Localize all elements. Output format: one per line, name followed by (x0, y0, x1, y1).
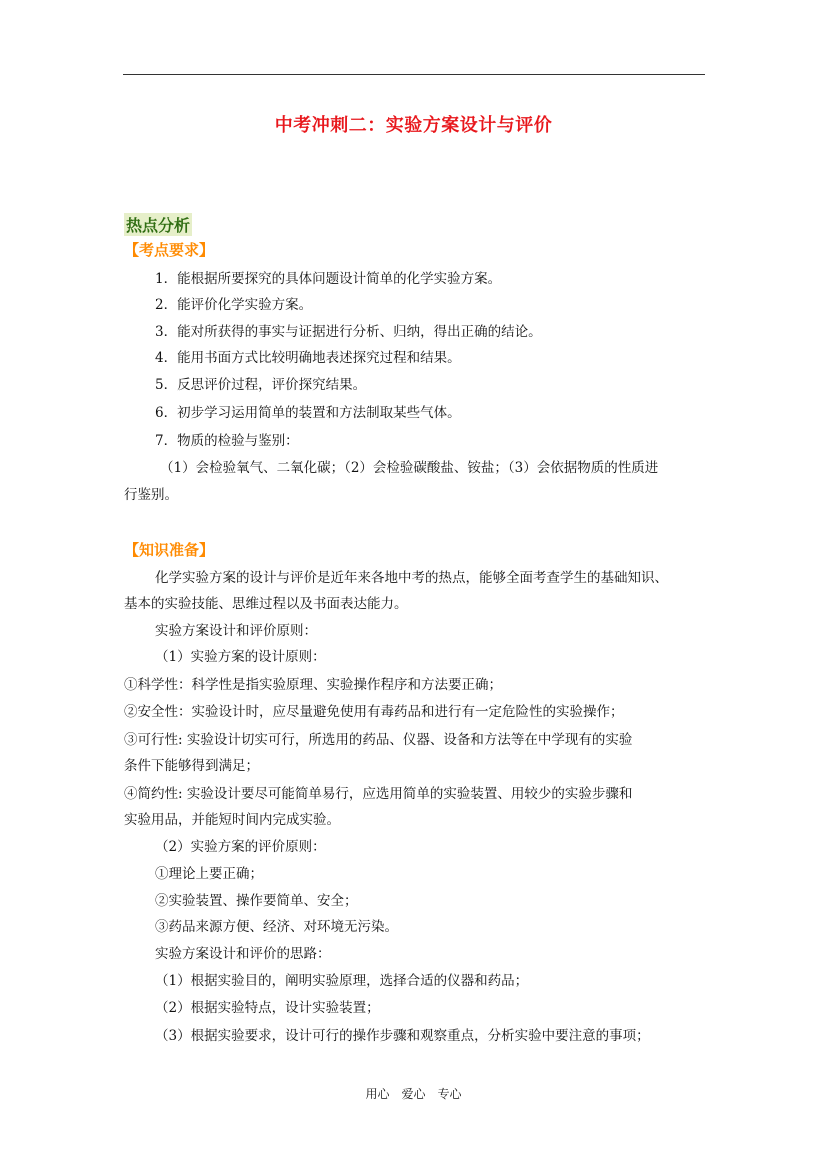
header-rule (123, 74, 705, 75)
knowledge-line: （2）根据实验特点，设计实验装置； (155, 1000, 380, 1016)
knowledge-line: （1）根据实验目的，阐明实验原理，选择合适的仪器和药品； (155, 973, 529, 989)
knowledge-line: ②安全性：实验设计时，应尽量避免使用有毒药品和进行有一定危险性的实验操作； (124, 704, 624, 720)
requirement-item: 4．能用书面方式比较明确地表述探究过程和结果。 (155, 350, 461, 366)
requirement-item: 7．物质的检验与鉴别： (155, 433, 299, 449)
knowledge-line: ①科学性：科学性是指实验原理、实验操作程序和方法要正确； (124, 677, 502, 693)
knowledge-line: （2）实验方案的评价原则： (155, 839, 326, 855)
section-heading: 热点分析 (124, 213, 192, 236)
requirement-item: 6．初步学习运用简单的装置和方法制取某些气体。 (155, 405, 461, 421)
knowledge-line: 实验用品，并能短时间内完成实验。 (124, 812, 340, 828)
knowledge-heading: 【知识准备】 (124, 541, 215, 559)
knowledge-line: ③可行性: 实验设计切实可行，所选用的药品、仪器、设备和方法等在中学现有的实验 (124, 732, 633, 748)
knowledge-line: ④简约性: 实验设计要尽可能简单易行，应选用简单的实验装置、用较少的实验步骤和 (124, 786, 633, 802)
page-title: 中考冲刺二：实验方案设计与评价 (274, 115, 553, 136)
page-footer: 用心 爱心 专心 (365, 1087, 462, 1101)
requirement-subitem: （1）会检验氧气、二氧化碳；（2）会检验碳酸盐、铵盐；（3）会依据物质的性质进 (160, 460, 659, 476)
requirement-item: 3．能对所获得的事实与证据进行分析、归纳，得出正确的结论。 (155, 324, 542, 340)
knowledge-line: 实验方案设计和评价原则： (155, 623, 317, 639)
knowledge-line: 条件下能够得到满足； (124, 758, 259, 774)
knowledge-line: ②实验装置、操作要简单、安全； (155, 893, 358, 909)
requirement-item: 1．能根据所要探究的具体问题设计简单的化学实验方案。 (155, 271, 502, 287)
knowledge-line: ③药品来源方便、经济、对环境无污染。 (155, 919, 398, 935)
knowledge-line: 基本的实验技能、思维过程以及书面表达能力。 (124, 596, 408, 612)
knowledge-line: （1）实验方案的设计原则： (155, 649, 326, 665)
requirement-subitem: 行鉴别。 (124, 487, 178, 503)
requirements-heading: 【考点要求】 (124, 241, 215, 259)
knowledge-line: 化学实验方案的设计与评价是近年来各地中考的热点，能够全面考查学生的基础知识、 (155, 570, 668, 586)
knowledge-line: ①理论上要正确； (155, 866, 263, 882)
knowledge-line: 实验方案设计和评价的思路： (155, 946, 331, 962)
requirement-item: 2．能评价化学实验方案。 (155, 297, 313, 313)
knowledge-line: （3）根据实验要求，设计可行的操作步骤和观察重点，分析实验中要注意的事项； (155, 1028, 650, 1044)
requirement-item: 5．反思评价过程，评价探究结果。 (155, 377, 367, 393)
